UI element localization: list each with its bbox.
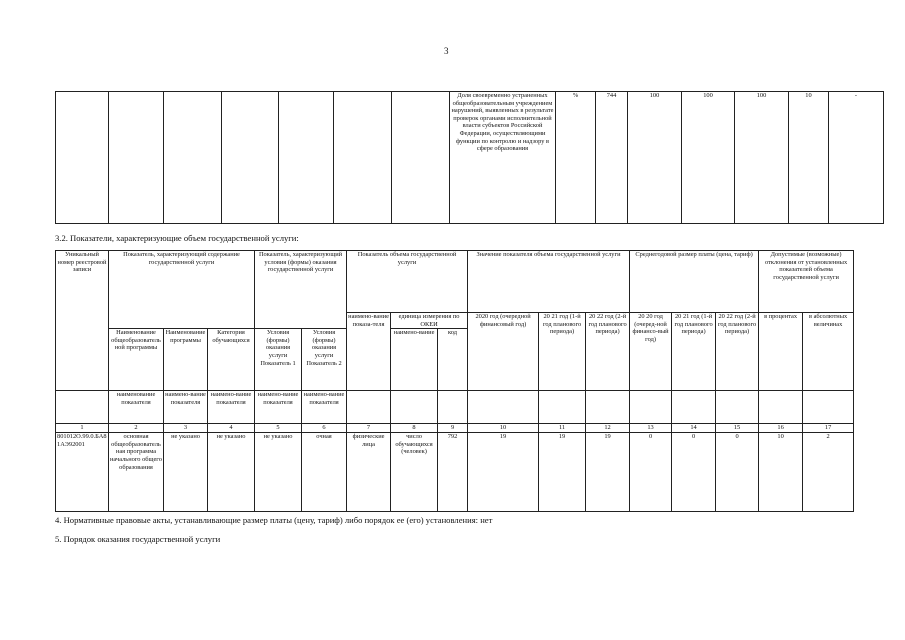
- header-dev-abs: в абсолютных величинах: [803, 313, 854, 391]
- volume-indicator-table: [55, 250, 854, 512]
- header-deviation: Допустимые (возможные) отклонения от установленных показателей объема государственной услуги: [759, 251, 854, 313]
- table-row: [56, 433, 854, 512]
- indicator-name-cell: Доля своевременно устраненных общеобразовательным учреждением нарушений, выявленных в результате проверок органами исполнительной власти субъектов Российской Федерации, осуществляющими функции по контролю и надзору в сфере образования: [450, 92, 556, 224]
- section-title: 3.2. Показатели, характеризующие объем государственной услуги:: [55, 233, 299, 243]
- header-u1: Условия (формы) оказания услуги Показатель 1: [255, 329, 302, 391]
- table-cell: [672, 391, 716, 424]
- table-cell: 792: [438, 433, 468, 512]
- table-cell: [56, 391, 109, 424]
- header-c1: Наименование общеобразовательной программы: [109, 329, 164, 391]
- paragraph-5: 5. Порядок оказания государственной услуги: [55, 534, 221, 544]
- header-f2020: 20 20 год (очеред-ной финансо-вый год): [630, 313, 672, 391]
- col-number: 11: [539, 424, 586, 433]
- col-number: 2: [109, 424, 164, 433]
- header-okei-code: код: [438, 329, 468, 391]
- header-ind-name: наимено-вание показателя: [208, 391, 255, 424]
- table-cell: [391, 391, 438, 424]
- deviation-percent-cell: 10: [789, 92, 829, 224]
- table-cell: 0: [630, 433, 672, 512]
- page-number: 3: [444, 46, 449, 56]
- header-okei-name: наимено-вание: [391, 329, 438, 391]
- col-number: 15: [716, 424, 759, 433]
- table-cell: [468, 391, 539, 424]
- table-cell: [56, 92, 109, 224]
- col-number: 10: [468, 424, 539, 433]
- table-cell: 10: [759, 433, 803, 512]
- header-value: Значение показателя объема государственной услуги: [468, 251, 630, 313]
- header-u2: Условия (формы) оказания услуги Показатель 2: [302, 329, 347, 391]
- table-cell: 19: [468, 433, 539, 512]
- table-row: [56, 92, 884, 224]
- value-cell: 100: [682, 92, 735, 224]
- table-cell: [164, 92, 222, 224]
- column-number-row: [56, 424, 854, 433]
- table-row: [56, 391, 854, 424]
- table-row: [56, 251, 854, 313]
- header-y2021: 20 21 год (1-й год планового периода): [539, 313, 586, 391]
- table-cell: не указано: [164, 433, 208, 512]
- header-ind-name: наимено-вание показателя: [302, 391, 347, 424]
- value-cell: 100: [628, 92, 682, 224]
- table-cell: [109, 92, 164, 224]
- col-number: 1: [56, 424, 109, 433]
- table-cell: [392, 92, 450, 224]
- header-dev-pct: в процентах: [759, 313, 803, 391]
- table-cell: не указано: [255, 433, 302, 512]
- header-f2021: 20 21 год (1-й год планового периода): [672, 313, 716, 391]
- col-number: 5: [255, 424, 302, 433]
- table-cell: [586, 391, 630, 424]
- header-volume: Показатель объема государственной услуги: [347, 251, 468, 313]
- table-cell: [539, 391, 586, 424]
- header-ind-name: наимено-вание показателя: [164, 391, 208, 424]
- col-number: 16: [759, 424, 803, 433]
- value-cell: 100: [735, 92, 789, 224]
- col-number: 3: [164, 424, 208, 433]
- col-number: 9: [438, 424, 468, 433]
- col-number: 6: [302, 424, 347, 433]
- table-cell: 2: [803, 433, 854, 512]
- table-cell: [334, 92, 392, 224]
- col-number: 13: [630, 424, 672, 433]
- table-cell: [803, 391, 854, 424]
- col-number: 4: [208, 424, 255, 433]
- table-cell: [716, 391, 759, 424]
- table-cell: [759, 391, 803, 424]
- reg-no-cell: 801012О.99.0.БА81АЭ92001: [56, 433, 109, 512]
- header-c2: Наименование программы: [164, 329, 208, 391]
- table-cell: 19: [586, 433, 630, 512]
- table-cell: число обучающихся (человек): [391, 433, 438, 512]
- header-okei: единица измерения по ОКЕИ: [391, 313, 468, 329]
- header-content: Показатель, характеризующий содержание государственной услуги: [109, 251, 255, 329]
- header-reg-no: Уникальный номер реестровой записи: [56, 251, 109, 391]
- header-ind-name: наимено-вание показателя: [255, 391, 302, 424]
- table-cell: 0: [716, 433, 759, 512]
- table-cell: физические лица: [347, 433, 391, 512]
- header-volume-name: наимено-вание показа-теля: [347, 313, 391, 391]
- unit-cell: %: [556, 92, 596, 224]
- header-c3: Категория обучающихся: [208, 329, 255, 391]
- deviation-absolute-cell: -: [829, 92, 884, 224]
- table-cell: [222, 92, 279, 224]
- quality-indicator-continuation-table: [55, 91, 884, 224]
- header-y2022: 20 22 год (2-й год планового периода): [586, 313, 630, 391]
- table-cell: 0: [672, 433, 716, 512]
- table-cell: [347, 391, 391, 424]
- col-number: 12: [586, 424, 630, 433]
- col-number: 8: [391, 424, 438, 433]
- program-cell: основная общеобразовательная программа начального общего образования: [109, 433, 164, 512]
- col-number: 14: [672, 424, 716, 433]
- code-cell: 744: [596, 92, 628, 224]
- header-conditions: Показатель, характеризующий условия (формы) оказания государственной услуги: [255, 251, 347, 329]
- col-number: 17: [803, 424, 854, 433]
- paragraph-4: 4. Нормативные правовые акты, устанавливающие размер платы (цену, тариф) либо порядок ее (его) установления: нет: [55, 515, 493, 525]
- header-f2022: 20 22 год (2-й год планового периода): [716, 313, 759, 391]
- table-cell: не указано: [208, 433, 255, 512]
- table-cell: [438, 391, 468, 424]
- header-y2020: 2020 год (очередной финансовый год): [468, 313, 539, 391]
- table-cell: 19: [539, 433, 586, 512]
- header-ind-name: наименование показателя: [109, 391, 164, 424]
- col-number: 7: [347, 424, 391, 433]
- table-cell: [630, 391, 672, 424]
- header-fee: Среднегодовой размер платы (цена, тариф): [630, 251, 759, 313]
- table-cell: очная: [302, 433, 347, 512]
- table-cell: [279, 92, 334, 224]
